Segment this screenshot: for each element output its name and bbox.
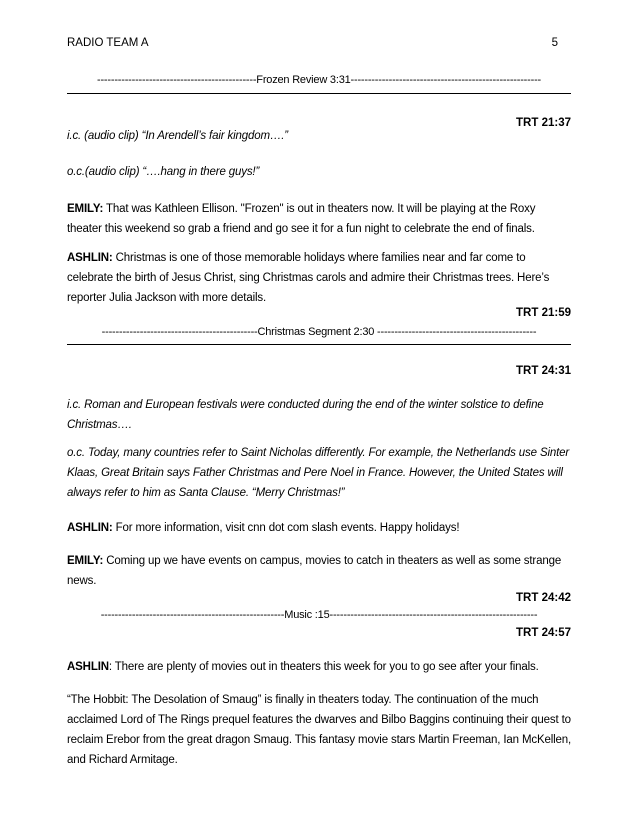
- speaker-text: Coming up we have events on campus, movies to catch in theaters as well as some strange news.: [67, 555, 562, 587]
- segment-rule: [67, 344, 571, 345]
- trt-marker: TRT 24:57: [516, 627, 571, 639]
- audio-clip-out-cue: o.c.(audio clip) “….hang in there guys!”: [67, 166, 260, 178]
- trt-marker: TRT 24:31: [516, 365, 571, 377]
- speaker-name: ASHLIN: [67, 661, 109, 673]
- segment-header-christmas: ---------------------------------------------Christmas Segment 2:30 ----------------------------------------------: [101, 326, 537, 338]
- trt-marker: TRT 21:59: [516, 307, 571, 319]
- audio-clip-in-cue: i.c. Roman and European festivals were conducted during the end of the winter solstice to define Christmas….: [67, 399, 544, 431]
- speaker-name: EMILY:: [67, 555, 104, 567]
- script-line-emily: [67, 551, 572, 591]
- audio-clip-out-cue: o.c. Today, many countries refer to Saint Nicholas differently. For example, the Netherlands use Sinter Klaas, Great Britain says Father Christmas and Pere Noel in France. However, the United States will always refer to him as Santa Clause. “Merry Christmas!”: [67, 447, 570, 499]
- script-line-emily: [67, 199, 572, 239]
- speaker-text: Christmas is one of those memorable holidays where families near and far come to celebrate the birth of Jesus Christ, sing Christmas carols and admire their Christmas trees. Here’s reporter Julia Jackson with more details.: [67, 252, 550, 304]
- script-line-ashlin: [67, 657, 572, 677]
- speaker-text: That was Kathleen Ellison. "Frozen" is out in theaters now. It will be playing at the Roxy theater this weekend so grab a friend and go see it for a fun night to celebrate the end of finals.: [67, 203, 536, 235]
- segment-header-music: -----------------------------------------------------Music :15------------------------------------------------------------: [100, 609, 538, 621]
- trt-marker: TRT 24:42: [516, 592, 571, 604]
- page-number: 5: [551, 37, 558, 49]
- speaker-name: ASHLIN:: [67, 252, 113, 264]
- segment-header-frozen: ----------------------------------------------Frozen Review 3:31-------------------------------------------------------: [97, 74, 541, 86]
- speaker-text: For more information, visit cnn dot com slash events. Happy holidays!: [112, 522, 460, 534]
- audio-clip-in-cue: i.c. (audio clip) “In Arendell’s fair kingdom….”: [67, 130, 288, 142]
- trt-marker: TRT 21:37: [516, 117, 571, 129]
- segment-rule: [67, 93, 571, 94]
- script-line-ashlin: [67, 518, 572, 538]
- speaker-name: ASHLIN:: [67, 522, 113, 534]
- script-line-ashlin: [67, 248, 572, 308]
- speaker-name: EMILY:: [67, 203, 104, 215]
- speaker-text: : There are plenty of movies out in theaters this week for you to go see after your finals.: [108, 661, 539, 673]
- page-header-title: RADIO TEAM A: [67, 37, 149, 49]
- movie-review-paragraph: “The Hobbit: The Desolation of Smaug” is finally in theaters today. The continuation of the much acclaimed Lord of The Rings prequel features the dwarves and Bilbo Baggins continuing their quest to reclaim Erebor from the great dragon Smaug. This fantasy movie stars Martin Freeman, Ian McKellen, and Richard Armitage.: [67, 694, 572, 766]
